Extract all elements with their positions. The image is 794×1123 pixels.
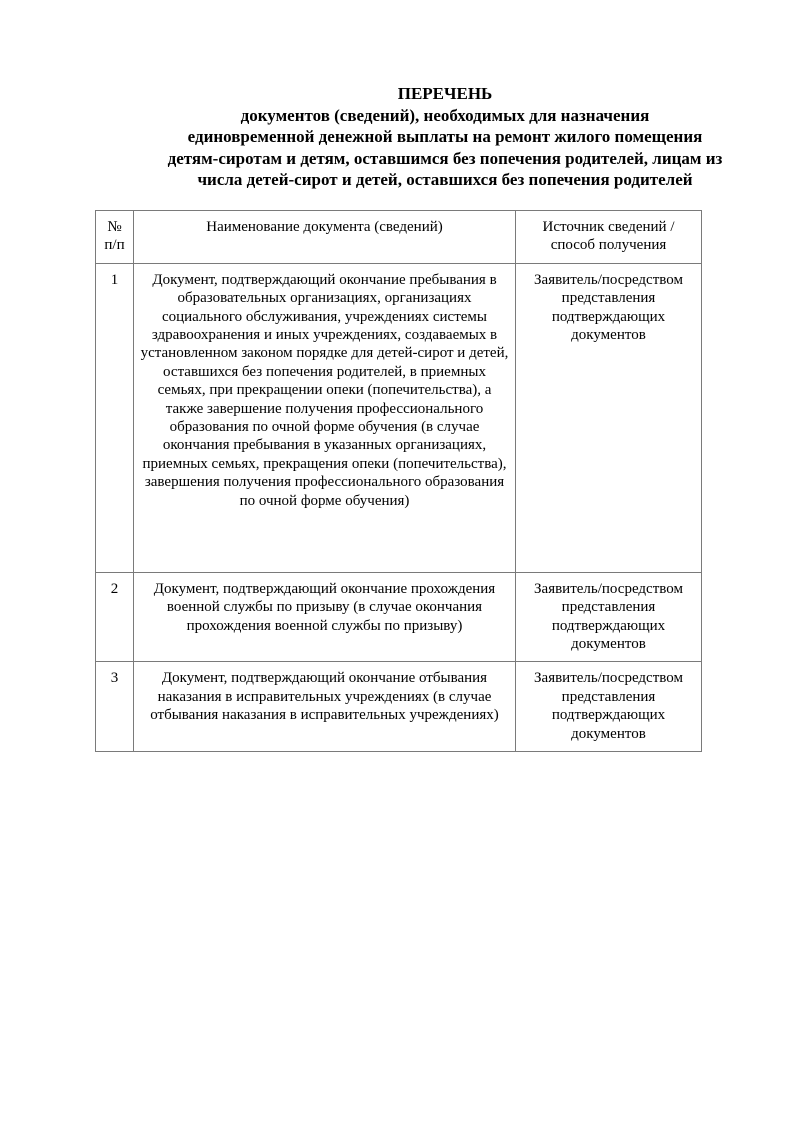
- heading-subtitle-line-2: единовременной денежной выплаты на ремонт жилого помещения: [187, 127, 703, 146]
- header-document-name: [134, 211, 516, 264]
- header-document-name-label: Наименование документа (сведений): [206, 219, 443, 235]
- row-source: Заявитель/посредством представления подтверждающих документов: [534, 271, 683, 344]
- header-number: [96, 211, 134, 264]
- table-row: [96, 662, 702, 752]
- heading-subtitle-line-3: детям-сиротам и детям, оставшимся без попечения родителей, лицам из: [167, 148, 723, 168]
- row-document-name: Документ, подтверждающий окончание прохождения военной службы по призыву (в случае окончания прохождения военной службы по призыву): [153, 580, 496, 634]
- table-row: [96, 572, 702, 662]
- heading-subtitle-line-4: числа детей-сирот и детей, оставшихся без попечения родителей: [197, 170, 693, 189]
- row-number: 1: [110, 271, 119, 288]
- row-source-cell: [516, 263, 702, 572]
- row-document-name-cell: [134, 572, 516, 662]
- row-document-name: Документ, подтверждающий окончание отбывания наказания в исправительных учреждениях (в случае отбывания наказания в исправительных учреждениях): [150, 670, 499, 724]
- documents-table: [95, 210, 702, 752]
- table-header-row: [96, 211, 702, 264]
- heading-title: ПЕРЕЧЕНЬ: [397, 84, 493, 103]
- header-source-label: Источник сведений / способ получения: [542, 219, 675, 254]
- row-number-cell: [96, 263, 134, 572]
- row-number: 2: [110, 580, 119, 597]
- row-document-name-cell: [134, 662, 516, 752]
- row-document-name-cell: [134, 263, 516, 572]
- row-number: 3: [110, 670, 119, 687]
- row-source: Заявитель/посредством представления подтверждающих документов: [534, 670, 683, 742]
- row-source-cell: [516, 572, 702, 662]
- header-number-label: № п/п: [104, 219, 125, 254]
- document-heading: [95, 83, 794, 191]
- row-number-cell: [96, 662, 134, 752]
- row-source-cell: [516, 662, 702, 752]
- row-document-name: Документ, подтверждающий окончание пребывания в образовательных организациях, организациях социального обслуживания, учреждениях системы здравоохранения и иных учреждениях, создаваемых в установленном законом порядке для детей-сирот и детей, оставшихся без попечения родителей, в приемных семьях, при прекращении опеки (попечительства), а также завершение получения профессионального образования по очной форме обучения (в случае окончания пребывания в указанных организациях, приемных семьях, прекращения опеки (попечительства), завершения получения профессионального образования по очной форме обучения): [140, 271, 509, 509]
- heading-subtitle-line-1: документов (сведений), необходимых для назначения: [240, 105, 650, 125]
- row-number-cell: [96, 572, 134, 662]
- row-source: Заявитель/посредством представления подтверждающих документов: [534, 580, 683, 653]
- header-source: [516, 211, 702, 264]
- table-row: [96, 263, 702, 572]
